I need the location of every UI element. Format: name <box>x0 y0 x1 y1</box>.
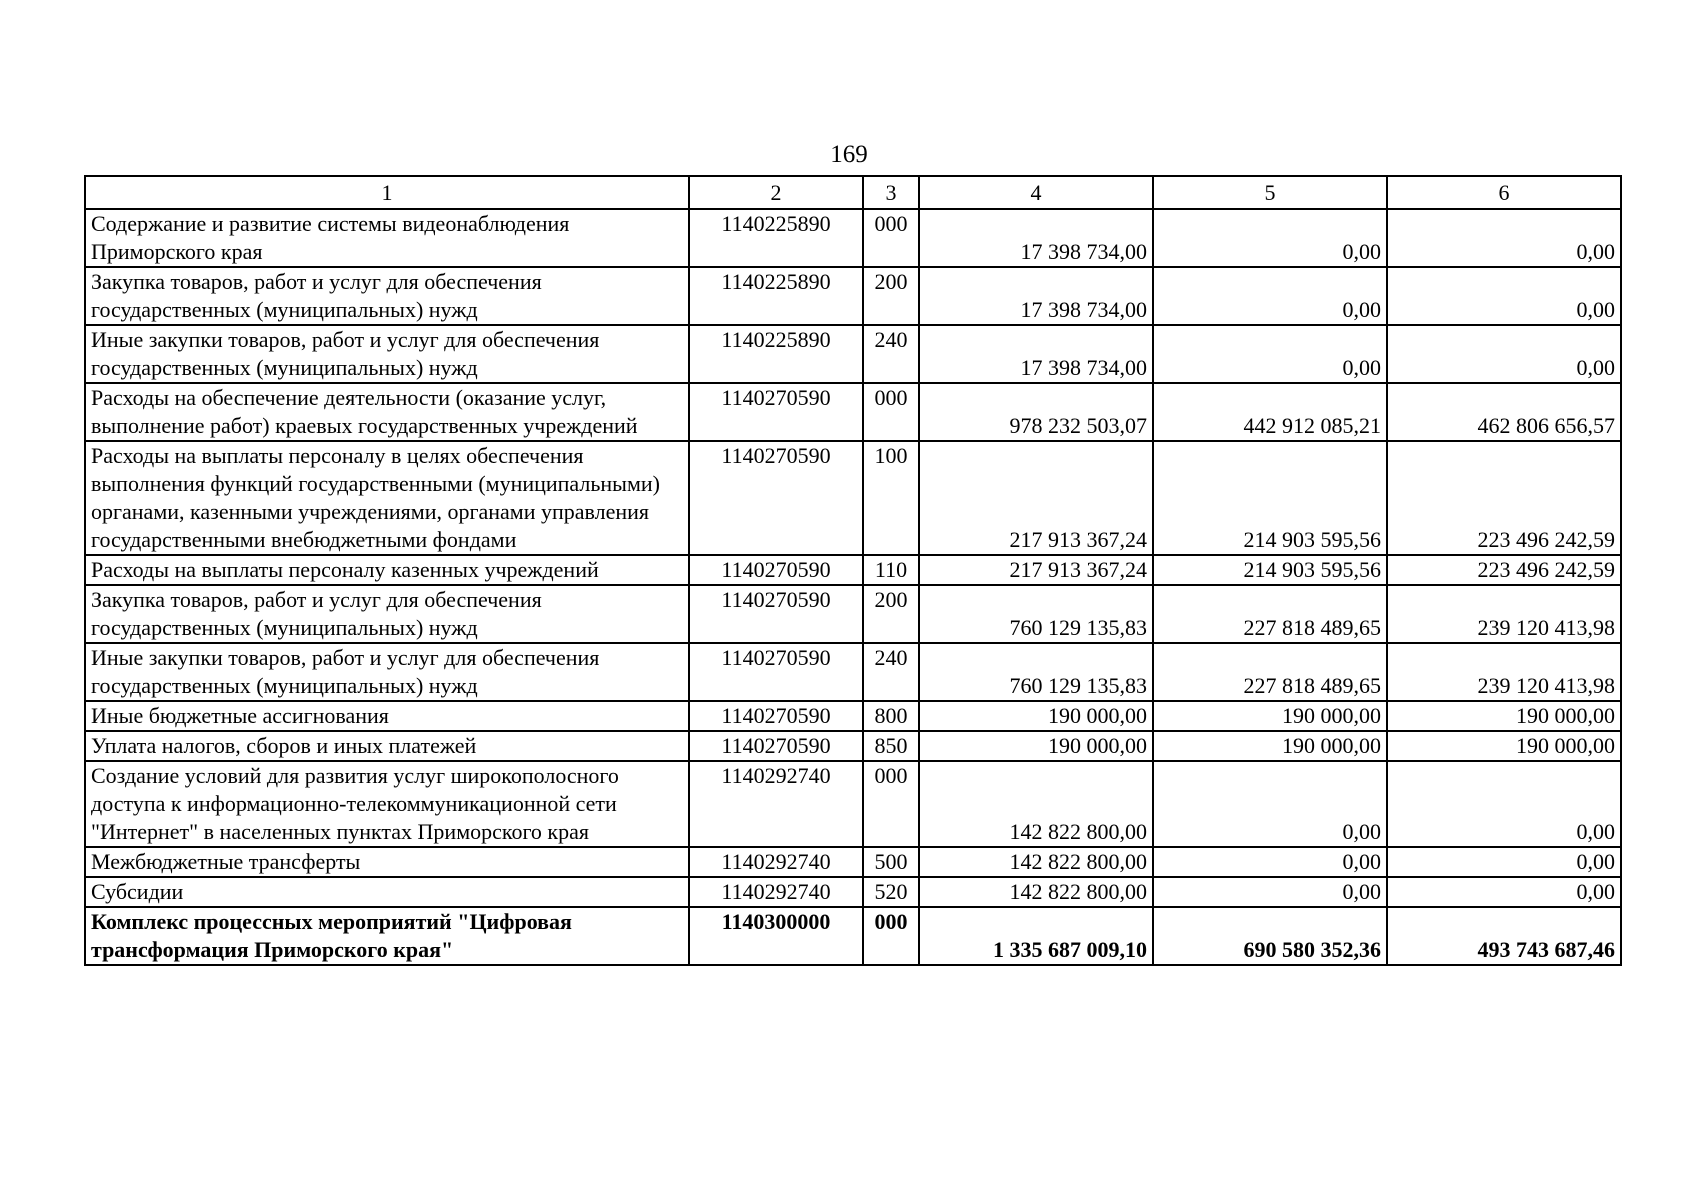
item-name: Закупка товаров, работ и услуг для обеспечения государственных (муниципальных) нужд <box>85 267 689 325</box>
budget-table <box>84 175 1622 966</box>
table-row <box>85 585 1621 643</box>
amount-col-5: 227 818 489,65 <box>1153 643 1387 701</box>
table-row <box>85 325 1621 383</box>
item-name: Уплата налогов, сборов и иных платежей <box>85 731 689 761</box>
table-row <box>85 847 1621 877</box>
table-body <box>85 209 1621 965</box>
amount-col-4: 17 398 734,00 <box>919 325 1153 383</box>
amount-col-5: 442 912 085,21 <box>1153 383 1387 441</box>
amount-col-6: 0,00 <box>1387 877 1621 907</box>
item-name: Содержание и развитие системы видеонаблюдения Приморского края <box>85 209 689 267</box>
expense-type-code: 000 <box>863 383 919 441</box>
expense-type-code: 520 <box>863 877 919 907</box>
amount-col-5: 0,00 <box>1153 877 1387 907</box>
amount-col-6: 493 743 687,46 <box>1387 907 1621 965</box>
item-name: Субсидии <box>85 877 689 907</box>
table-row <box>85 643 1621 701</box>
amount-col-5: 0,00 <box>1153 209 1387 267</box>
column-header: 3 <box>863 176 919 209</box>
column-header: 4 <box>919 176 1153 209</box>
amount-col-6: 239 120 413,98 <box>1387 585 1621 643</box>
amount-col-4: 217 913 367,24 <box>919 441 1153 555</box>
column-header: 2 <box>689 176 863 209</box>
amount-col-4: 1 335 687 009,10 <box>919 907 1153 965</box>
item-name: Создание условий для развития услуг широкополосного доступа к информационно-телекоммуникационной сети "Интернет" в населенных пунктах Приморского края <box>85 761 689 847</box>
expense-type-code: 200 <box>863 267 919 325</box>
amount-col-6: 0,00 <box>1387 209 1621 267</box>
table-row <box>85 701 1621 731</box>
target-code: 1140300000 <box>689 907 863 965</box>
amount-col-6: 223 496 242,59 <box>1387 441 1621 555</box>
expense-type-code: 240 <box>863 643 919 701</box>
expense-type-code: 850 <box>863 731 919 761</box>
amount-col-6: 239 120 413,98 <box>1387 643 1621 701</box>
amount-col-4: 17 398 734,00 <box>919 267 1153 325</box>
item-name: Комплекс процессных мероприятий "Цифровая трансформация Приморского края" <box>85 907 689 965</box>
amount-col-4: 142 822 800,00 <box>919 761 1153 847</box>
item-name: Межбюджетные трансферты <box>85 847 689 877</box>
expense-type-code: 000 <box>863 907 919 965</box>
target-code: 1140270590 <box>689 643 863 701</box>
target-code: 1140270590 <box>689 731 863 761</box>
expense-type-code: 200 <box>863 585 919 643</box>
target-code: 1140270590 <box>689 383 863 441</box>
item-name: Расходы на обеспечение деятельности (оказание услуг, выполнение работ) краевых государственных учреждений <box>85 383 689 441</box>
amount-col-4: 760 129 135,83 <box>919 585 1153 643</box>
target-code: 1140292740 <box>689 847 863 877</box>
target-code: 1140270590 <box>689 555 863 585</box>
amount-col-4: 142 822 800,00 <box>919 847 1153 877</box>
amount-col-4: 190 000,00 <box>919 731 1153 761</box>
amount-col-6: 223 496 242,59 <box>1387 555 1621 585</box>
amount-col-5: 227 818 489,65 <box>1153 585 1387 643</box>
target-code: 1140292740 <box>689 877 863 907</box>
table-row <box>85 441 1621 555</box>
table-row <box>85 383 1621 441</box>
amount-col-4: 142 822 800,00 <box>919 877 1153 907</box>
amount-col-4: 760 129 135,83 <box>919 643 1153 701</box>
amount-col-5: 214 903 595,56 <box>1153 441 1387 555</box>
expense-type-code: 000 <box>863 761 919 847</box>
item-name: Иные бюджетные ассигнования <box>85 701 689 731</box>
amount-col-4: 978 232 503,07 <box>919 383 1153 441</box>
expense-type-code: 100 <box>863 441 919 555</box>
target-code: 1140225890 <box>689 325 863 383</box>
expense-type-code: 110 <box>863 555 919 585</box>
amount-col-5: 190 000,00 <box>1153 701 1387 731</box>
table-row <box>85 267 1621 325</box>
column-header: 5 <box>1153 176 1387 209</box>
item-name: Закупка товаров, работ и услуг для обеспечения государственных (муниципальных) нужд <box>85 585 689 643</box>
target-code: 1140292740 <box>689 761 863 847</box>
expense-type-code: 800 <box>863 701 919 731</box>
amount-col-6: 190 000,00 <box>1387 701 1621 731</box>
table-row <box>85 907 1621 965</box>
item-name: Расходы на выплаты персоналу казенных учреждений <box>85 555 689 585</box>
target-code: 1140225890 <box>689 267 863 325</box>
amount-col-5: 190 000,00 <box>1153 731 1387 761</box>
amount-col-5: 0,00 <box>1153 325 1387 383</box>
amount-col-6: 190 000,00 <box>1387 731 1621 761</box>
table-row <box>85 555 1621 585</box>
table-row <box>85 877 1621 907</box>
amount-col-5: 690 580 352,36 <box>1153 907 1387 965</box>
amount-col-6: 462 806 656,57 <box>1387 383 1621 441</box>
expense-type-code: 240 <box>863 325 919 383</box>
column-header: 1 <box>85 176 689 209</box>
amount-col-4: 17 398 734,00 <box>919 209 1153 267</box>
item-name: Иные закупки товаров, работ и услуг для обеспечения государственных (муниципальных) нужд <box>85 325 689 383</box>
table-row <box>85 761 1621 847</box>
amount-col-5: 214 903 595,56 <box>1153 555 1387 585</box>
column-header: 6 <box>1387 176 1621 209</box>
item-name: Расходы на выплаты персоналу в целях обеспечения выполнения функций государственными (муниципальными) органами, казенными учреждениями, органами управления государственными внебюджетными фондами <box>85 441 689 555</box>
table-row <box>85 209 1621 267</box>
expense-type-code: 000 <box>863 209 919 267</box>
amount-col-5: 0,00 <box>1153 267 1387 325</box>
amount-col-6: 0,00 <box>1387 761 1621 847</box>
amount-col-6: 0,00 <box>1387 267 1621 325</box>
target-code: 1140270590 <box>689 441 863 555</box>
target-code: 1140225890 <box>689 209 863 267</box>
expense-type-code: 500 <box>863 847 919 877</box>
amount-col-5: 0,00 <box>1153 847 1387 877</box>
amount-col-6: 0,00 <box>1387 325 1621 383</box>
target-code: 1140270590 <box>689 701 863 731</box>
page-number: 169 <box>830 141 868 168</box>
amount-col-4: 190 000,00 <box>919 701 1153 731</box>
amount-col-5: 0,00 <box>1153 761 1387 847</box>
table-row <box>85 731 1621 761</box>
amount-col-4: 217 913 367,24 <box>919 555 1153 585</box>
target-code: 1140270590 <box>689 585 863 643</box>
amount-col-6: 0,00 <box>1387 847 1621 877</box>
header-row <box>85 176 1621 209</box>
item-name: Иные закупки товаров, работ и услуг для обеспечения государственных (муниципальных) нужд <box>85 643 689 701</box>
